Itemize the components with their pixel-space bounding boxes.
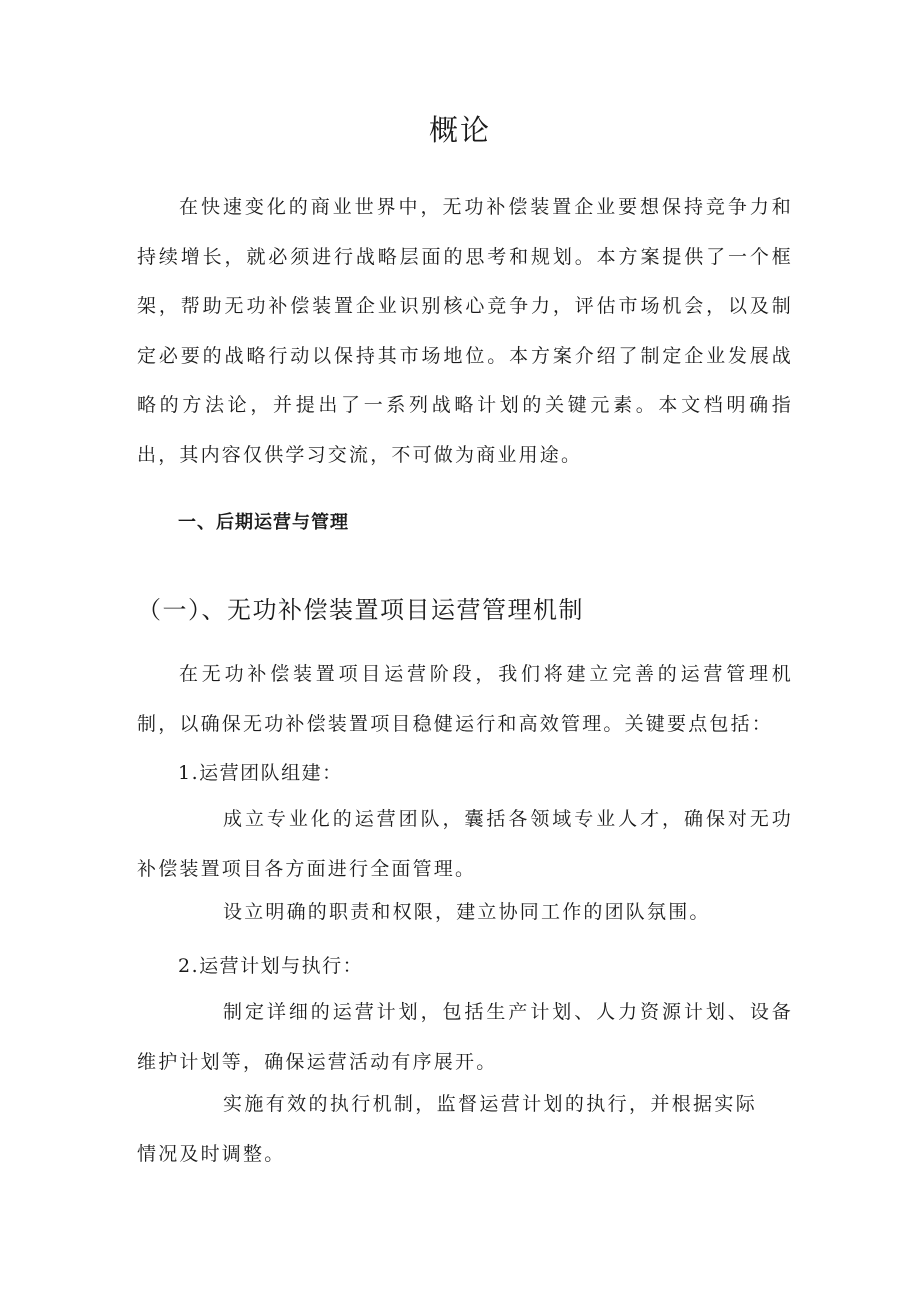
list-item-point: 实施有效的执行机制，监督运营计划的执行，并根据实际情况及时调整。 xyxy=(137,1093,757,1165)
lead-paragraph: 在无功补偿装置项目运营阶段，我们将建立完善的运营管理机制，以确保无功补偿装置项目稳健运行和高效管理。关键要点包括： xyxy=(137,663,793,735)
section-heading: 一、后期运营与管理 xyxy=(178,512,349,533)
subsection-heading: （一）、无功补偿装置项目运营管理机制 xyxy=(137,596,584,624)
list-item-label: 2.运营计划与执行： xyxy=(178,955,364,977)
intro-paragraph: 在快速变化的商业世界中，无功补偿装置企业要想保持竞争力和持续增长，就必须进行战略层面的思考和规划。本方案提供了一个框架，帮助无功补偿装置企业识别核心竞争力，评估市场机会，以及制定必要的战略行动以保持其市场地位。本方案介绍了制定企业发展战略的方法论，并提出了一系列战略计划的关键元素。本文档明确指出，其内容仅供学习交流，不可做为商业用途。 xyxy=(137,196,793,466)
list-item-point: 设立明确的职责和权限，建立协同工作的团队氛围。 xyxy=(223,901,711,923)
list-item-label: 1.运营团队组建： xyxy=(178,762,343,784)
list-item-point: 成立专业化的运营团队，囊括各领域专业人才，确保对无功补偿装置项目各方面进行全面管理。 xyxy=(137,808,793,880)
list-item-point: 制定详细的运营计划，包括生产计划、人力资源计划、设备维护计划等，确保运营活动有序展开。 xyxy=(137,1001,793,1073)
document-title: 概论 xyxy=(428,113,491,147)
